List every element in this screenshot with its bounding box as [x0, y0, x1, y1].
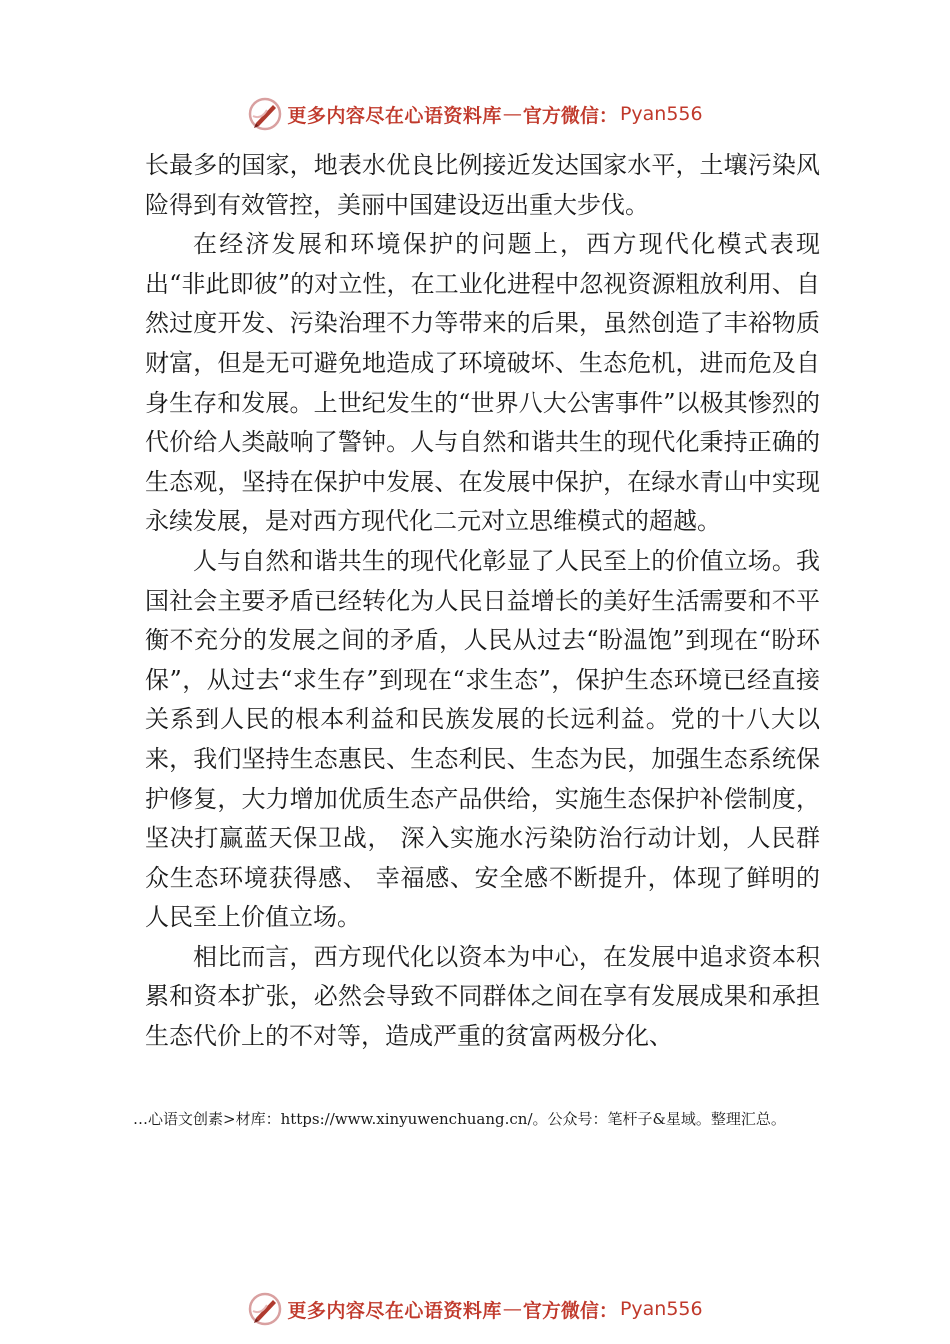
paragraph-continuation: 长最多的国家，地表水优良比例接近发达国家水平，土壤污染风险得到有效管控，美丽中国建设迈出重大步伐。 [145, 151, 820, 219]
paragraph: 人与自然和谐共生的现代化彰显了人民至上的价值立场。我国社会主要矛盾已经转化为人民日益增长的美好生活需要和不平衡不充分的发展之间的矛盾，人民从过去“盼温饱”到现在“盼环保”，从过去“求生存”到现在“求生态”，保护生态环境已经直接关系到人民的根本利益和民族发展的长远利益。党的十八大以来，我们坚持生态惠民、生态利民、生态为民，加强生态系统保护修复，大力增加优质生态产品供给，实施生态保护补偿制度，坚决打赢蓝天保卫战， 深入实施水污染防治行动计划，人民群众生态环境获得感、 幸福感、安全感不断提升，体现了鲜明的人民至上价值立场。 [145, 546, 820, 932]
header-watermark [0, 94, 950, 134]
paragraph: 在经济发展和环境保护的问题上，西方现代化模式表现出“非此即彼”的对立性，在工业化进程中忽视资源粗放利用、自然过度开发、污染治理不力等带来的后果，虽然创造了丰裕物质财富，但是无可避免地造成了环境破坏、生态危机，进而危及自身生存和发展。上世纪发生的“世界八大公害事件”以极其惨烈的代价给人类敲响了警钟。人与自然和谐共生的现代化秉持正确的生态观，坚持在保护中发展、在发展中保护，在绿水青山中实现永续发展，是对西方现代化二元对立思维模式的超越。 [145, 230, 820, 536]
watermark-wechat-label: 官方微信： [522, 1299, 618, 1322]
watermark-wechat-id: Pyan556 [619, 1298, 703, 1320]
footer-watermark [0, 1289, 950, 1329]
source-note: …心语文创素>材库：https://www.xinyuwenchuang.cn/。公众号：笔杆子&星域。整理汇总。 [133, 1110, 786, 1128]
paragraph: 相比而言，西方现代化以资本为中心，在发展中追求资本积累和资本扩张，必然会导致不同群体之间在享有发展成果和承担生态代价上的不对等，造成严重的贫富两极分化、 [145, 942, 820, 1051]
watermark-wechat-id: Pyan556 [619, 103, 703, 125]
pen-logo-icon [247, 1291, 283, 1327]
watermark-separator: — [502, 1298, 522, 1320]
watermark-separator: — [502, 103, 522, 125]
document-body [145, 146, 820, 1057]
watermark-wechat-label: 官方微信： [522, 104, 618, 127]
watermark-brand: 更多内容尽在心语资料库 [287, 104, 502, 127]
pen-logo-icon [247, 96, 283, 132]
watermark-brand: 更多内容尽在心语资料库 [287, 1299, 502, 1322]
